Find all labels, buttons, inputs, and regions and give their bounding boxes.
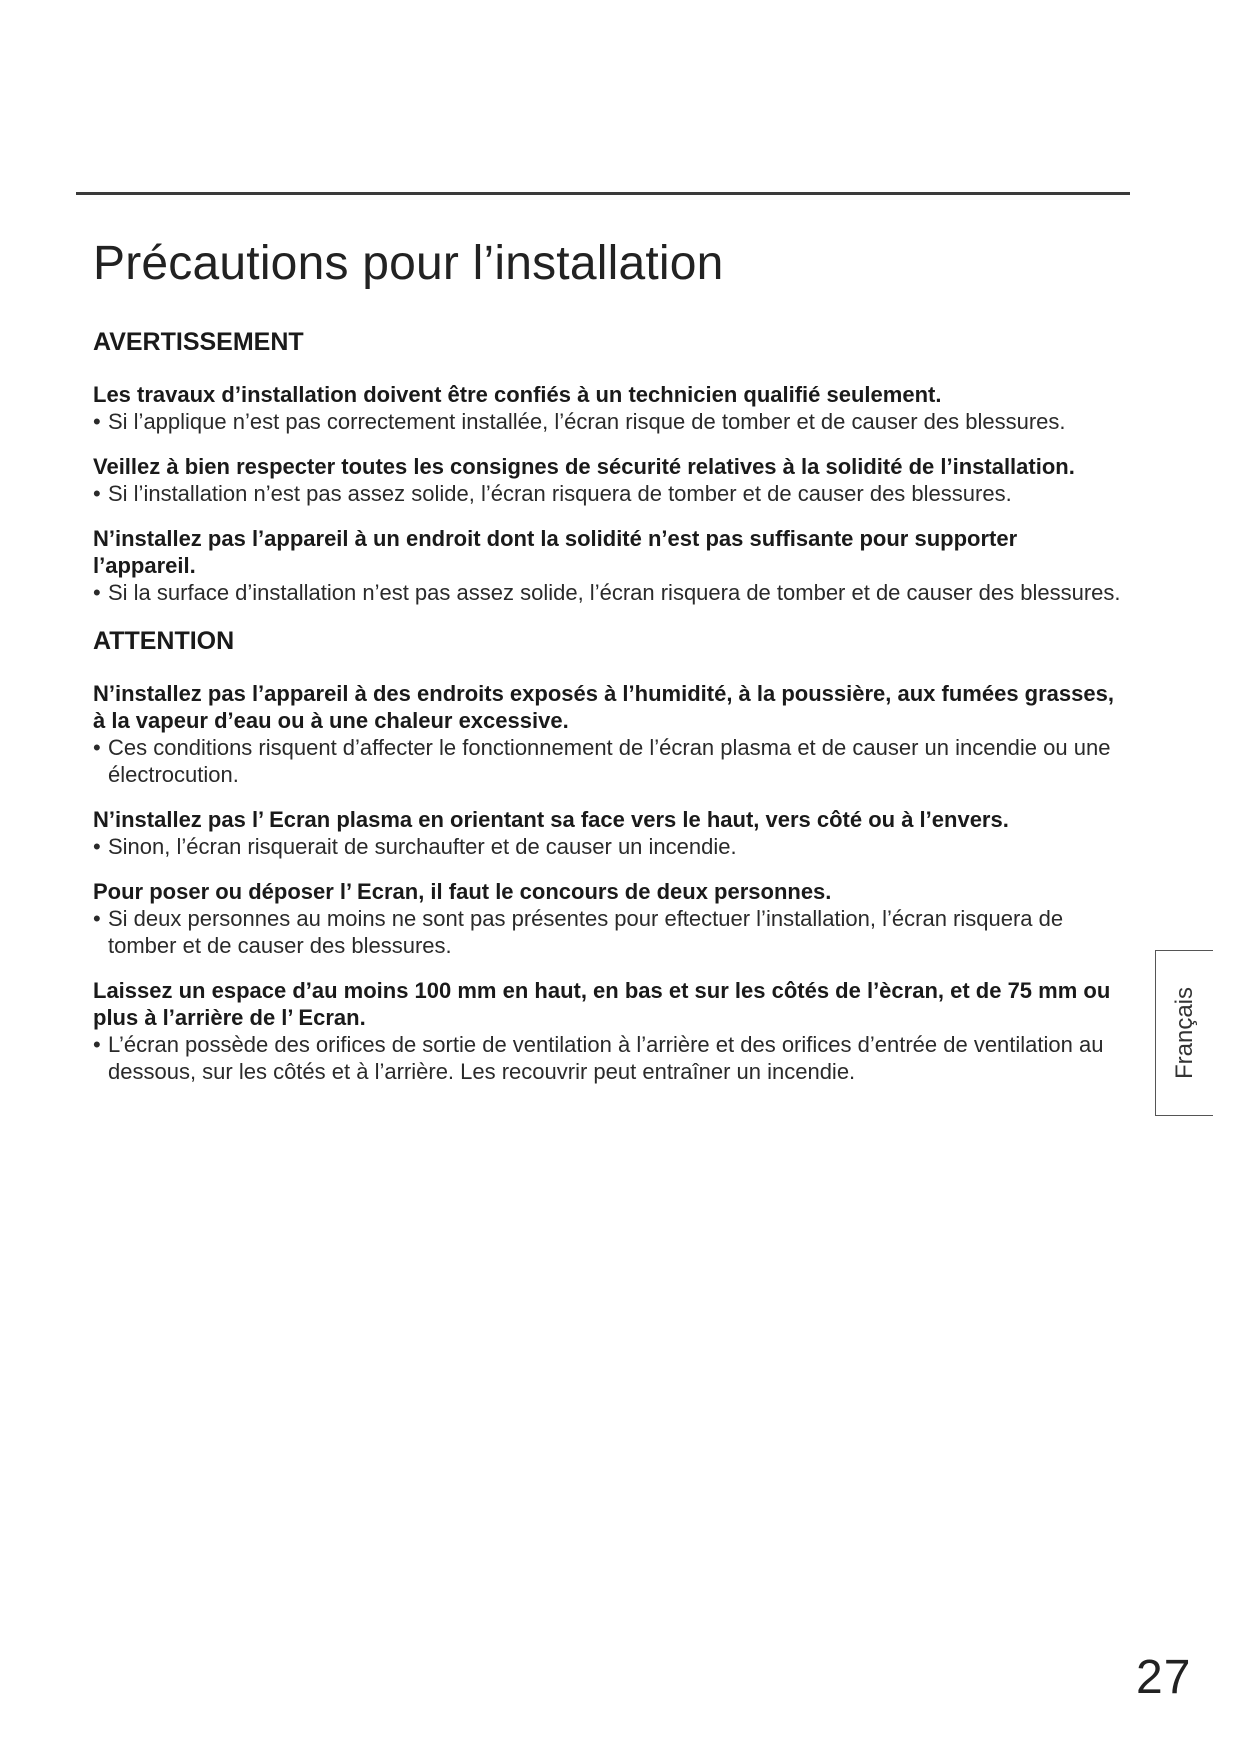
language-tab (1155, 950, 1213, 1116)
caution-item (93, 878, 1123, 959)
section-heading-caution: ATTENTION (93, 627, 235, 655)
bullet-text: Ces conditions risquent d’affecter le fonctionnement de l’écran plasma et de causer un incendie ou une électrocution. (108, 735, 1111, 787)
bullet-text: L’écran possède des orifices de sortie de ventilation à l’arrière et des orifices d’entrée de ventilation au dessous, sur les côtés et à l’arrière. Les recouvrir peut entraîner un incendie. (108, 1032, 1104, 1084)
warning-item (93, 453, 1123, 507)
item-title: N’installez pas l’ Ecran plasma en orientant sa face vers le haut, vers côté ou à l’envers. (93, 807, 1009, 832)
bullet-dot-icon: • (93, 409, 101, 434)
item-bullet (93, 905, 1123, 959)
section-heading-warning: AVERTISSEMENT (93, 328, 304, 356)
item-bullet (93, 734, 1123, 788)
language-tab-label: Français (1170, 986, 1198, 1080)
item-bullet (93, 579, 1123, 606)
bullet-text: Si l’applique n’est pas correctement installée, l’écran risque de tomber et de causer des blessures. (108, 409, 1066, 434)
caution-item (93, 680, 1123, 788)
bullet-text: Si la surface d’installation n’est pas assez solide, l’écran risquera de tomber et de causer des blessures. (108, 580, 1121, 605)
header-rule (76, 192, 1130, 195)
caution-item (93, 806, 1123, 860)
item-bullet (93, 480, 1123, 507)
bullet-dot-icon: • (93, 735, 101, 760)
item-bullet (93, 1031, 1123, 1085)
page-title: Précautions pour l’installation (93, 237, 724, 290)
item-title: N’installez pas l’appareil à des endroits exposés à l’humidité, à la poussière, aux fumées grasses, à la vapeur d’eau ou à une chaleur excessive. (93, 681, 1114, 733)
warning-item (93, 381, 1123, 435)
page-number: 27 (1136, 1651, 1192, 1704)
warning-item (93, 525, 1123, 606)
main-content (93, 325, 1123, 1103)
bullet-dot-icon: • (93, 906, 101, 931)
item-bullet (93, 833, 1123, 860)
caution-item (93, 977, 1123, 1085)
item-title: Veillez à bien respecter toutes les consignes de sécurité relatives à la solidité de l’installation. (93, 454, 1075, 479)
bullet-text: Sinon, l’écran risquerait de surchaufter et de causer un incendie. (108, 834, 737, 859)
item-bullet (93, 408, 1123, 435)
bullet-dot-icon: • (93, 481, 101, 506)
item-title: Pour poser ou déposer l’ Ecran, il faut le concours de deux personnes. (93, 879, 832, 904)
item-title: Laissez un espace d’au moins 100 mm en haut, en bas et sur les côtés de l’ècran, et de 75 mm ou plus à l’arrière de l’ Ecran. (93, 978, 1111, 1030)
item-title: Les travaux d’installation doivent être confiés à un technicien qualifié seulement. (93, 382, 942, 407)
bullet-text: Si l’installation n’est pas assez solide, l’écran risquera de tomber et de causer des blessures. (108, 481, 1012, 506)
bullet-dot-icon: • (93, 1032, 101, 1057)
item-title: N’installez pas l’appareil à un endroit dont la solidité n’est pas suffisante pour supporter l’appareil. (93, 526, 1018, 578)
bullet-dot-icon: • (93, 580, 101, 605)
bullet-text: Si deux personnes au moins ne sont pas présentes pour eftectuer l’installation, l’écran risquera de tomber et de causer des blessures. (108, 906, 1064, 958)
bullet-dot-icon: • (93, 834, 101, 859)
